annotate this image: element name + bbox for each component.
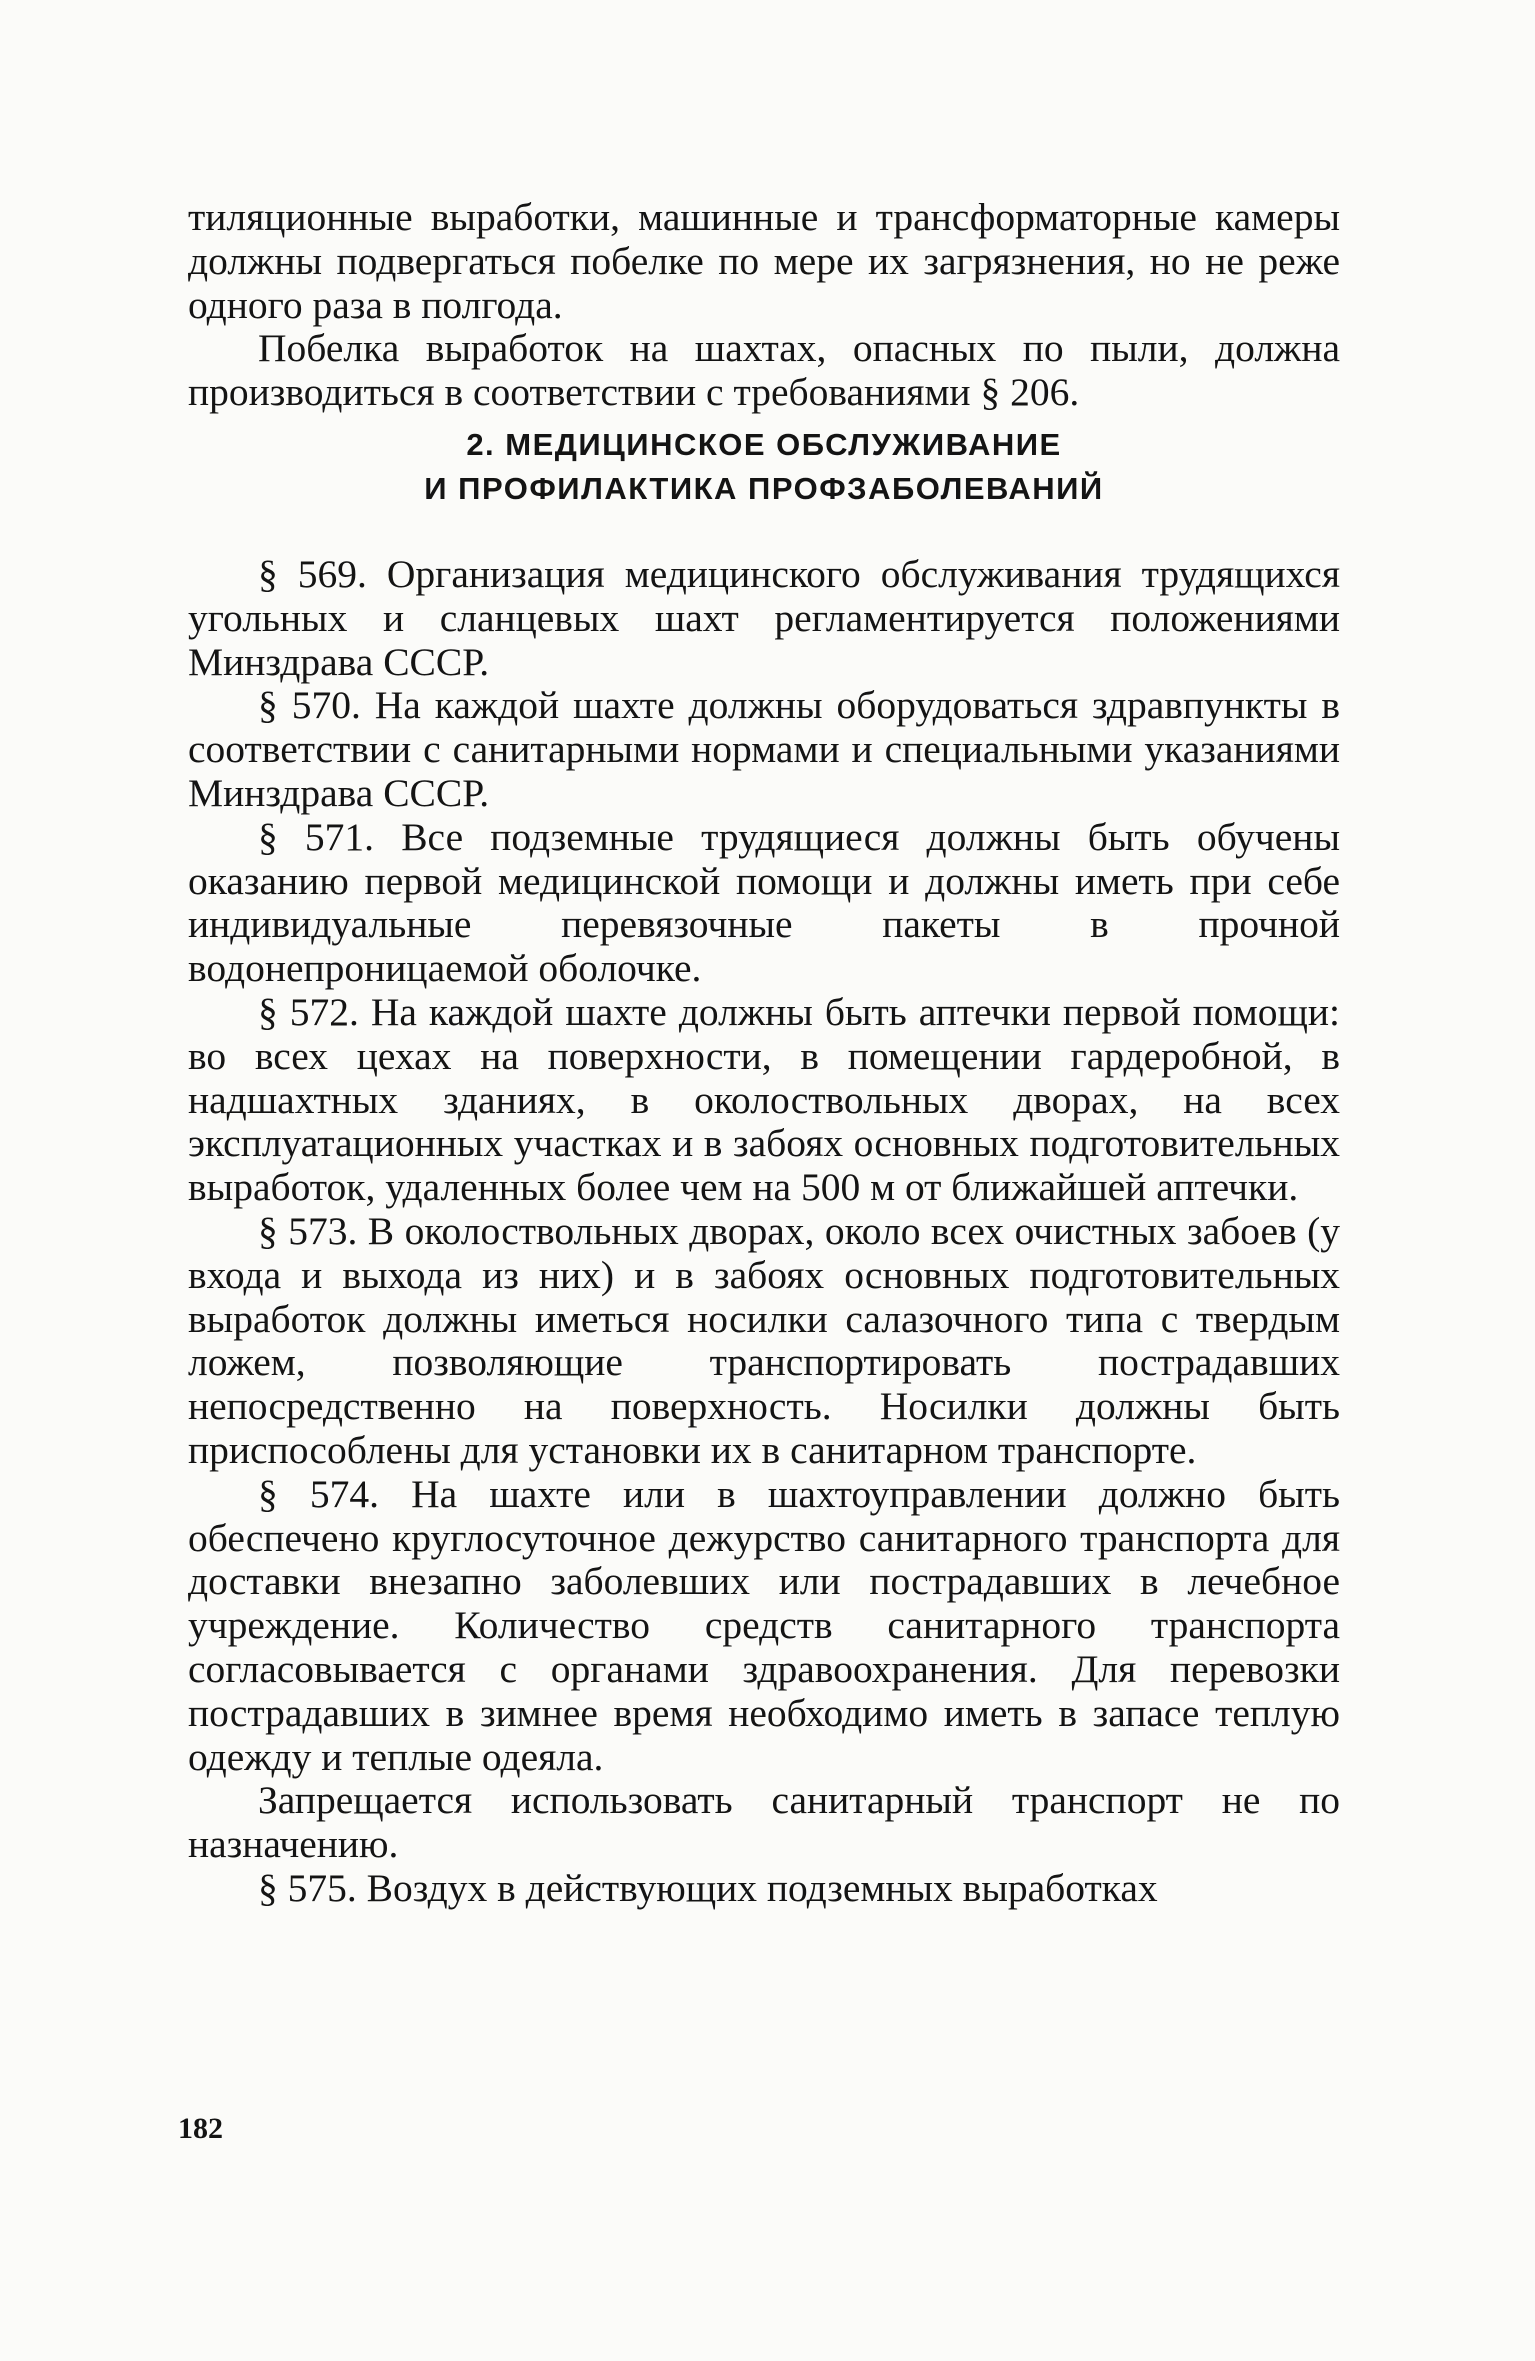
paragraph-574: § 574. На шахте или в шахтоуправлении должно быть обеспечено круглосуточное дежурство санитарного транспорта для доставки внезапно заболевших или пострадавших в лечебное учреждение. Количество средств санитарного транспорта согласовывается с органами здравоохранения. Для перевозки пострадавших в зимнее время необходимо иметь в запасе теплую одежду и теплые одеяла. <box>188 1471 1340 1779</box>
page-body <box>188 196 1340 1911</box>
section-heading-line-2: И ПРОФИЛАКТИКА ПРОФЗАБОЛЕВАНИЙ <box>424 470 1104 506</box>
paragraph-whitewash: Побелка выработок на шахтах, опасных по пыли, должна производиться в соответствии с требованиями § 206. <box>188 326 1340 415</box>
paragraph-572: § 572. На каждой шахте должны быть аптечки первой помощи: во всех цехах на поверхности, в помещении гардеробной, в надшахтных зданиях, в околоствольных дворах, на всех эксплуатационных участках и в забоях основных подготовительных выработок, удаленных более чем на 500 м от ближайшей аптечки. <box>188 989 1340 1210</box>
page-number: 182 <box>178 2112 223 2145</box>
paragraph-prohibition: Запрещается использовать санитарный транспорт не по назначению. <box>188 1778 1340 1867</box>
paragraph-571: § 571. Все подземные трудящиеся должны быть обучены оказанию первой медицинской помощи и должны иметь при себе индивидуальные перевязочные пакеты в прочной водонепроницаемой оболочке. <box>188 814 1340 991</box>
section-heading <box>188 423 1340 511</box>
paragraph-575: § 575. Воздух в действующих подземных выработках <box>258 1865 1158 1910</box>
section-heading-line-1: 2. МЕДИЦИНСКОЕ ОБСЛУЖИВАНИЕ <box>466 426 1062 462</box>
paragraph-570: § 570. На каждой шахте должны оборудоваться здравпункты в соответствии с санитарными нормами и специальными указаниями Минздрава СССР. <box>188 683 1340 815</box>
paragraph-573: § 573. В околоствольных дворах, около всех очистных забоев (у входа и выхода из них) и в забоях основных подготовительных выработок должны иметься носилки салазочного типа с твердым ложем, позволяющие транспортировать пострадавших непосредственно на поверхность. Носилки должны быть приспособлены для установки их в санитарном транспорте. <box>188 1208 1340 1472</box>
paragraph-continuation: тиляционные выработки, машинные и трансформаторные камеры должны подвергаться побелке по мере их загрязнения, но не реже одного раза в полгода. <box>188 195 1340 327</box>
paragraph-569: § 569. Организация медицинского обслуживания трудящихся угольных и сланцевых шахт регламентируется положениями Минздрава СССР. <box>188 551 1340 684</box>
